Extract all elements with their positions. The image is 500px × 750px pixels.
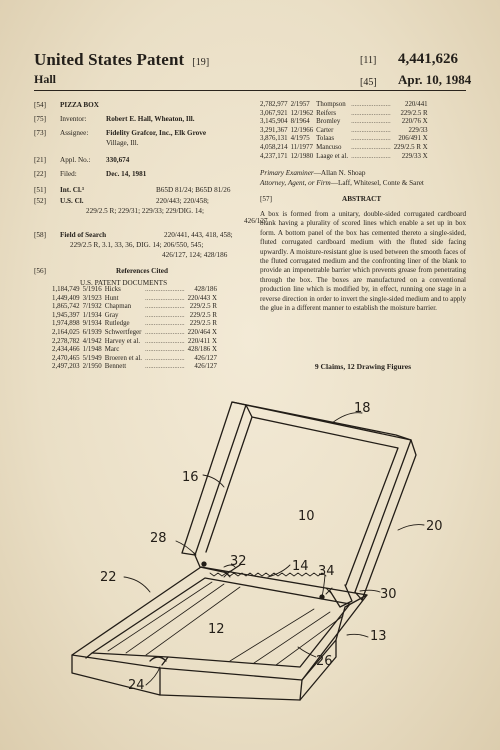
primary-examiner [260, 169, 470, 179]
us-cl-line-3: 426/127 [244, 217, 268, 225]
reference-row [52, 312, 220, 321]
ref-name: Hunt [104, 294, 119, 302]
ref-name: Marc [104, 346, 120, 354]
search-row [34, 231, 274, 263]
ref-date: 3/1923 [82, 294, 102, 302]
biblio-code: [22] [34, 170, 46, 178]
label-10: 10 [298, 509, 315, 524]
ref-leader-dots: ....................... [145, 337, 185, 345]
ref-leader-dots: ....................... [351, 126, 391, 134]
reference-row [260, 101, 431, 110]
ref-class: 220/411 X [187, 337, 217, 345]
ref-number: 2,470,465 [52, 354, 80, 362]
patent-number: 4,441,626 [398, 51, 458, 67]
refs-heading: References Cited [116, 267, 168, 275]
abstract-text: A box is formed from a unitary, double-sided corrugated cardboard blank having a plurality of scored lines which enable a set up in box form. A bottom panel of the box has cemented thereto a single-sided, fluted corrugated cardboard medium with the fluted side facing upwardly. A moisture-resistant glue is used between the smooth faces of the fluted corrugated medium and the confronting liner of the blank to provide an impenetrable barrier which prevents grease from penetrating through the box. The boxes are manufactured on a conventional production line which is modified by, in effect, running one stage in a reverse direction in order to invert the single-sided medium and to apply the glue in a different manner to establish the moisture barrier. [260, 210, 466, 313]
ref-class: 229/2.5 R [189, 303, 217, 311]
inventor-value: Robert E. Hall, Wheaton, Ill. [106, 115, 195, 123]
ref-leader-dots: ....................... [145, 328, 185, 336]
ref-class: 229/33 [408, 126, 428, 134]
ref-number: 2,278,782 [52, 337, 80, 345]
ref-class: 220/464 X [187, 328, 217, 336]
refs-table-left [52, 286, 220, 372]
inventor-label: Inventor: [60, 115, 87, 123]
biblio-code: [73] [34, 129, 46, 137]
reference-row [52, 295, 220, 304]
search-line-1: 220/441, 443, 418, 458; [164, 231, 233, 239]
ref-class: 428/186 X [187, 346, 217, 354]
reference-row [260, 153, 431, 162]
ref-leader-dots: ....................... [351, 118, 391, 126]
us-cl-line-1: 220/443; 220/458; [156, 197, 209, 205]
ref-leader-dots: ....................... [351, 143, 391, 151]
biblio-code: [21] [34, 156, 46, 164]
ref-date: 1/1934 [82, 311, 102, 319]
refs-subheading: U.S. PATENT DOCUMENTS [80, 279, 168, 287]
ref-name: Hicks [104, 286, 121, 293]
ref-class: 426/127 [194, 354, 217, 362]
filed-value: Dec. 14, 1981 [106, 170, 147, 178]
ref-number: 3,067,921 [260, 109, 288, 117]
ref-leader-dots: ....................... [145, 286, 185, 293]
biblio-code: [51] [34, 186, 46, 194]
ref-number: 2,497,203 [52, 363, 80, 371]
attorney-value: —Laff, Whitesel, Conte & Saret [330, 178, 424, 187]
ref-date: 2/1950 [82, 363, 102, 371]
reference-row [52, 363, 220, 372]
assignee-value-2: Village, Ill. [106, 138, 139, 147]
ref-number: 3,145,904 [260, 118, 288, 126]
biblio-code: [52] [34, 197, 46, 205]
ref-number: 1,865,742 [52, 303, 80, 311]
reference-row [52, 320, 220, 329]
reference-row [52, 355, 220, 364]
refs-table-right [260, 101, 431, 161]
examiner-block [260, 169, 470, 188]
ref-name: Carter [316, 126, 334, 134]
biblio-code: [58] [34, 231, 46, 239]
ref-date: 5/1916 [82, 286, 102, 293]
patent-date: Apr. 10, 1984 [398, 72, 472, 87]
ref-number: 1,184,749 [52, 286, 80, 293]
search-line-3: 426/127, 124; 428/186 [162, 251, 228, 259]
ref-date: 8/1964 [290, 118, 310, 126]
ref-date: 4/1942 [82, 337, 102, 345]
ref-number: 2,782,977 [260, 101, 288, 108]
filed-row [34, 170, 274, 186]
ref-class: 220/441 [405, 101, 428, 108]
ref-leader-dots: ....................... [145, 303, 185, 311]
int-cl-value: B65D 81/24; B65D 81/26 [156, 186, 231, 194]
biblio-code: [56] [34, 267, 46, 275]
patent-title: United States Patent [19] [34, 50, 210, 69]
us-cl-line-2: 229/2.5 R; 229/31; 229/33; 229/DIG. 14; [86, 207, 204, 215]
label-34: 34 [318, 564, 335, 579]
search-line-2: 229/2.5 R, 3.1, 33, 36, DIG. 14; 206/550, 545; [70, 241, 204, 249]
appl-value: 330,674 [106, 156, 130, 164]
label-22: 22 [100, 570, 117, 585]
reference-row [260, 110, 431, 119]
ref-date: 12/1966 [290, 126, 314, 134]
us-cl-label: U.S. Cl. [60, 197, 84, 205]
ref-number: 3,876,131 [260, 135, 288, 143]
int-cl-row [34, 186, 274, 197]
label-30: 30 [380, 587, 397, 602]
ref-number: 2,164,025 [52, 328, 80, 336]
reference-row [52, 329, 220, 338]
assignee-value: Fidelity Grafcor, Inc., Elk Grove [106, 129, 207, 137]
ref-class: 229/2.5 R X [393, 143, 428, 151]
assignee-label: Assignee: [60, 129, 89, 137]
inventor-row [34, 115, 274, 129]
label-18: 18 [354, 401, 371, 416]
ref-leader-dots: ....................... [145, 354, 185, 362]
biblio-code: [54] [34, 101, 46, 109]
ref-class: 426/127 [194, 363, 217, 371]
ref-leader-dots: ....................... [351, 152, 391, 160]
ref-date: 1/1948 [82, 346, 102, 354]
reference-row [260, 144, 431, 153]
attorney-label: Attorney, Agent, or Firm [260, 178, 331, 187]
ref-class: 229/33 X [401, 152, 428, 160]
ref-class: 229/2.5 R [400, 109, 428, 117]
abstract-heading: ABSTRACT [342, 195, 382, 203]
ref-name: Schwertfeger [104, 328, 142, 336]
title-code: [19] [192, 57, 210, 68]
invention-title: PIZZA BOX [60, 101, 99, 109]
filed-label: Filed: [60, 170, 77, 178]
label-12: 12 [208, 622, 225, 637]
ref-date: 12/1962 [290, 109, 314, 117]
ref-leader-dots: ....................... [145, 363, 185, 371]
ref-date: 12/1980 [290, 152, 314, 160]
int-cl-label: Int. Cl.³ [60, 186, 84, 194]
ref-class: 220/443 X [187, 294, 217, 302]
ref-class: 229/2.5 R [189, 311, 217, 319]
reference-row [52, 338, 220, 347]
ref-name: Harvey et al. [104, 337, 141, 345]
label-13: 13 [370, 629, 387, 644]
date-code: [45] [360, 77, 377, 88]
ref-date: 4/1975 [290, 135, 310, 143]
ref-name: Bennett [104, 363, 127, 371]
ref-class: 220/76 X [401, 118, 428, 126]
refs-heading-row [34, 267, 274, 279]
reference-row [260, 127, 431, 136]
ref-date: 2/1957 [290, 101, 310, 108]
attorney [260, 179, 470, 189]
ref-leader-dots: ....................... [145, 311, 185, 319]
label-20: 20 [426, 519, 443, 534]
reference-numerals [100, 401, 443, 693]
search-label: Field of Search [60, 231, 107, 239]
us-cl-row [34, 197, 274, 231]
ref-number: 3,291,367 [260, 126, 288, 134]
header-divider [34, 90, 466, 91]
label-14: 14 [292, 559, 309, 574]
biblio-title-row [34, 101, 274, 115]
inventor-surname: Hall [34, 72, 57, 86]
label-26: 26 [316, 654, 333, 669]
pizza-box-drawing [0, 395, 500, 750]
ref-name: Rutledge [104, 320, 130, 328]
ref-class: 428/186 [194, 286, 217, 293]
ref-number: 4,237,171 [260, 152, 288, 160]
ref-date: 5/1949 [82, 354, 102, 362]
ref-name: Mancuso [316, 143, 342, 151]
ref-number: 2,434,466 [52, 346, 80, 354]
ref-date: 6/1939 [82, 328, 102, 336]
ref-leader-dots: ....................... [351, 101, 391, 108]
label-32: 32 [230, 554, 247, 569]
ref-name: Reifers [316, 109, 337, 117]
ref-name: Chapman [104, 303, 132, 311]
ref-class: 206/491 X [398, 135, 428, 143]
ref-number: 4,058,214 [260, 143, 288, 151]
label-16: 16 [182, 470, 199, 485]
reference-row [52, 286, 220, 295]
ref-leader-dots: ....................... [145, 346, 185, 354]
ref-number: 1,449,409 [52, 294, 80, 302]
reference-row [260, 135, 431, 144]
ref-leader-dots: ....................... [351, 135, 391, 143]
reference-row [52, 303, 220, 312]
abstract-code: [57] [260, 195, 272, 203]
primary-examiner-label: Primary Examiner [260, 169, 314, 177]
primary-examiner-value: —Allan N. Shoap [313, 169, 366, 177]
claims-line: 9 Claims, 12 Drawing Figures [314, 362, 412, 371]
ref-class: 229/2.5 R [189, 320, 217, 328]
leader-lines [124, 413, 424, 685]
biblio-block [34, 101, 274, 291]
ref-number: 1,974,898 [52, 320, 80, 328]
assignee-row [34, 129, 274, 153]
number-code: [11] [360, 55, 377, 66]
ref-leader-dots: ....................... [145, 294, 185, 302]
ref-leader-dots: ....................... [351, 109, 391, 117]
label-24: 24 [128, 678, 145, 693]
ref-name: Gray [104, 311, 119, 319]
ref-name: Laage et al. [316, 152, 349, 160]
reference-row [260, 118, 431, 127]
abstract-heading-row [260, 195, 466, 205]
appl-row [34, 156, 274, 170]
ref-name: Bromley [316, 118, 341, 126]
ref-date: 7/1932 [82, 303, 102, 311]
ref-date: 9/1934 [82, 320, 102, 328]
reference-row [52, 346, 220, 355]
biblio-code: [75] [34, 115, 46, 123]
appl-label: Appl. No.: [60, 156, 91, 164]
ref-name: Tolaas [316, 135, 335, 143]
ref-leader-dots: ....................... [145, 320, 185, 328]
ref-name: Broeren et al. [104, 354, 143, 362]
ref-name: Thompson [316, 101, 346, 108]
ref-date: 11/1977 [290, 143, 313, 151]
ref-number: 1,945,397 [52, 311, 80, 319]
label-28: 28 [150, 531, 167, 546]
